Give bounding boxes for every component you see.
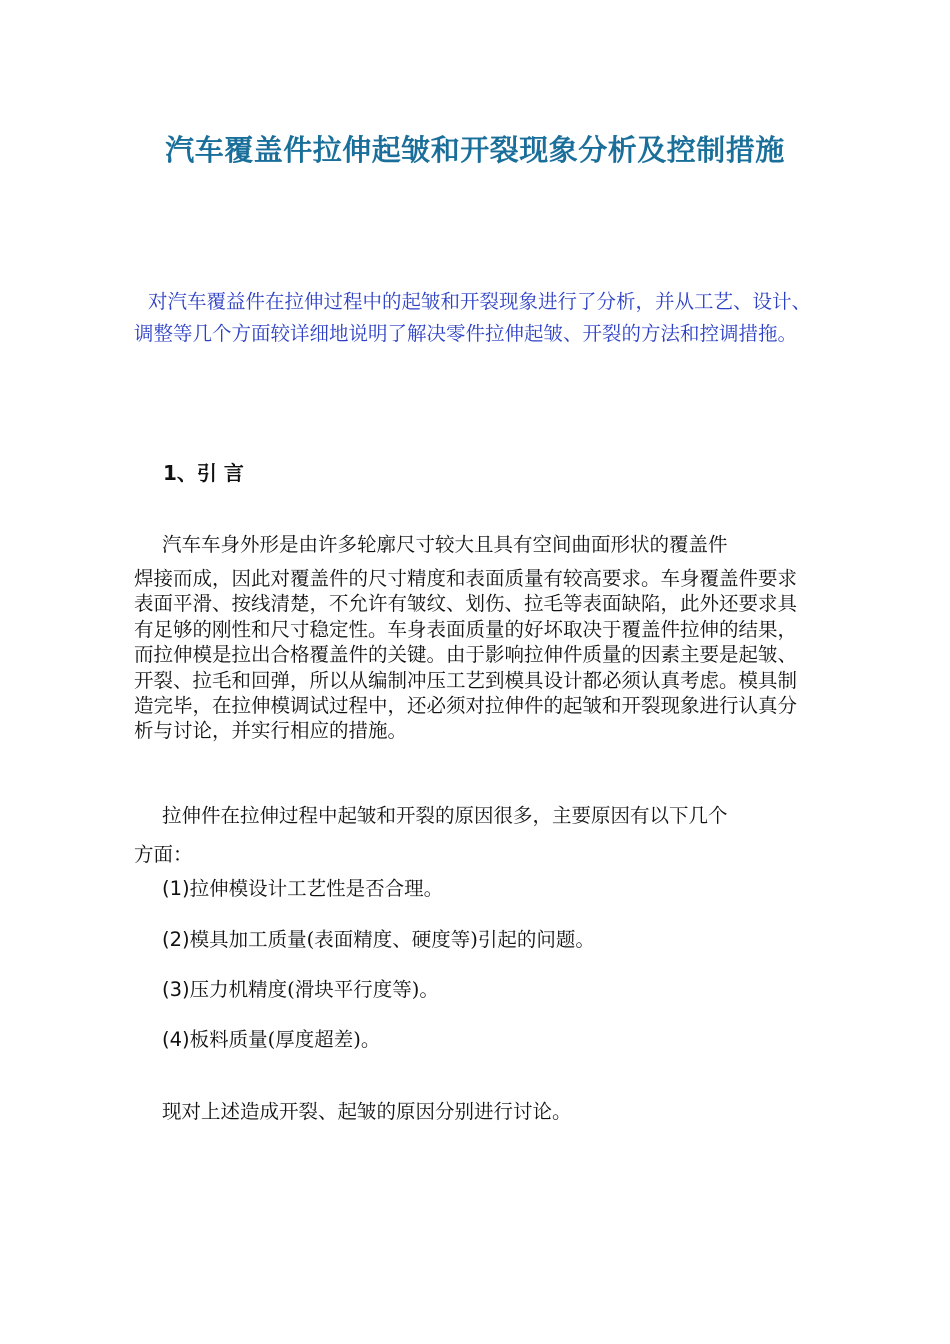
list-item xyxy=(162,925,595,955)
list-item-text: 压力机精度(滑块平行度等)。 xyxy=(189,978,439,1001)
list-item-number: (2) xyxy=(162,928,190,951)
paragraph-1-first-line: 汽车车身外形是由许多轮廓尺寸较大且具有空间曲面形状的覆盖件 xyxy=(162,533,728,556)
paragraph-1-body: 焊接而成，因此对覆盖件的尺寸精度和表面质量有较高要求。车身覆盖件要求表面平滑、按线清楚，不允许有皱纹、划伤、拉毛等表面缺陷，此外还要求具有足够的刚性和尺寸稳定性。车身表面质量的好坏取决于覆盖件拉伸的结果，而拉伸模是拉出合格覆盖件的关键。由于影响拉伸件质量的因素主要是起皱、开裂、拉毛和回弹，所以从编制冲压工艺到模具设计都必须认真考虑。模具制造完毕，在拉伸模调试过程中，还必须对拉伸件的起皱和开裂现象进行认真分析与讨论，并实行相应的措施。 xyxy=(134,567,798,743)
paragraph-2-first-line: 拉伸件在拉伸过程中起皱和开裂的原因很多，主要原因有以下几个 xyxy=(162,804,728,827)
list-item-text: 板料质量(厚度超差)。 xyxy=(189,1028,381,1051)
paragraph-2-body: 方面： xyxy=(134,843,193,866)
list-item-number: (3) xyxy=(162,978,190,1001)
list-item xyxy=(162,1025,380,1055)
section-heading-introduction: 1、引 言 xyxy=(163,461,244,485)
closing-paragraph: 现对上述造成开裂、起皱的原因分别进行讨论。 xyxy=(162,1100,572,1123)
list-item-number: (1) xyxy=(162,877,190,900)
list-item-text: 模具加工质量(表面精度、硬度等)引起的问题。 xyxy=(189,928,595,951)
list-item xyxy=(162,975,439,1005)
list-item-text: 拉伸模设计工艺性是否合理。 xyxy=(189,877,444,900)
abstract-paragraph: 对汽车覆益件在拉伸过程中的起皱和开裂现象进行了分析，并从工艺、设计、调整等几个方面较详细地说明了解决零件拉伸起皱、开裂的方法和控调措拖。 xyxy=(134,290,812,345)
document-title: 汽车覆盖件拉伸起皱和开裂现象分析及控制措施 xyxy=(165,133,785,167)
list-item-number: (4) xyxy=(162,1028,190,1051)
list-item xyxy=(162,874,443,904)
